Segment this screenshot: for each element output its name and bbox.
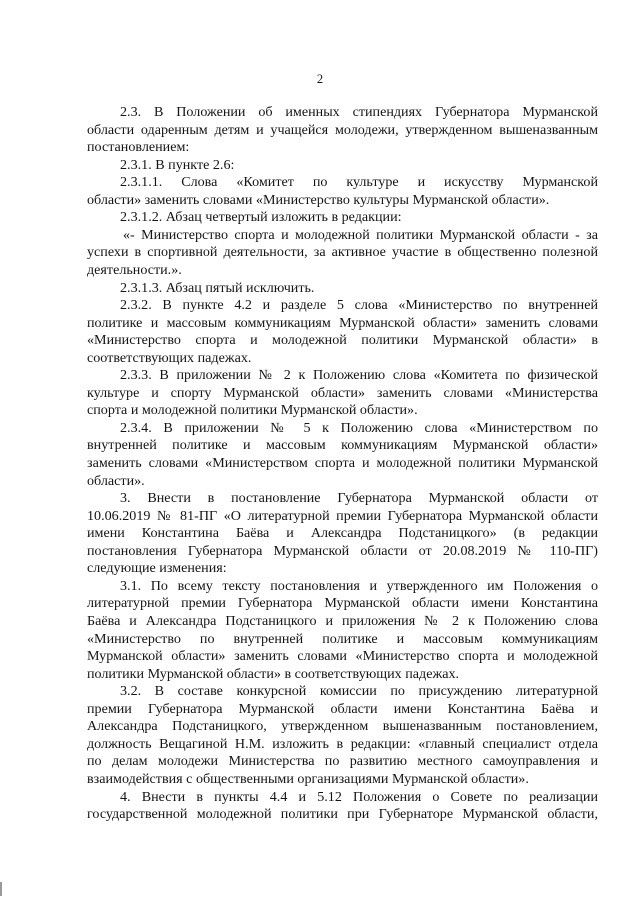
text-line: области» заменить словами «Министерство культуры Мурманской области». xyxy=(87,191,550,208)
text-line: 3. Внести в постановление Губернатора Мурманской области от xyxy=(120,490,598,507)
text-line: спорта и молодежной политики Мурманской области». xyxy=(87,402,418,419)
scan-edge-mark xyxy=(0,882,2,896)
text-line: 2.3. В Положении об именных стипендиях Губернатора Мурманской xyxy=(120,104,598,120)
text-line: деятельности.». xyxy=(87,262,182,278)
text-line: «Министерство по внутренней политике и массовым коммуникациям xyxy=(87,630,598,647)
text-line: 10.06.2019 № 81-ПГ «О литературной премии Губернатора Мурманской области xyxy=(87,507,598,524)
text-line: премии Губернатора Мурманской области имени Константина Баёва и xyxy=(87,700,598,717)
page-number: 2 xyxy=(316,72,324,86)
text-line: взаимодействия с общественными организациями Мурманской области». xyxy=(87,770,529,787)
text-line: 4. Внести в пункты 4.4 и 5.12 Положения о Совете по реализации xyxy=(120,788,598,805)
text-line: имени Константина Баёва и Александра Подстаницкого» (в редакции xyxy=(87,525,598,542)
text-line: «- Министерство спорта и молодежной политики Мурманской области - за xyxy=(123,226,598,243)
text-line: 2.3.1. В пункте 2.6: xyxy=(120,156,235,173)
text-line: политике и массовым коммуникациям Мурманской области» заменить словами xyxy=(87,314,598,331)
text-line: 3.2. В составе конкурсной комиссии по присуждению литературной xyxy=(120,683,598,700)
text-line: 2.3.1.2. Абзац четвертый изложить в редакции: xyxy=(120,209,402,226)
text-line: государственной молодежной политики при Губернаторе Мурманской области, xyxy=(87,806,598,822)
text-line: внутренней политике и массовым коммуникациям Мурманской области» xyxy=(87,437,598,454)
text-line: 2.3.1.1. Слова «Комитет по культуре и искусству Мурманской xyxy=(120,174,598,191)
text-line: литературной премии Губернатора Мурманской области имени Константина xyxy=(87,595,598,612)
text-line: Александра Подстаницкого, утвержденном вышеназванным постановлением, xyxy=(87,718,598,735)
text-line: заменить словами «Министерством спорта и молодежной политики Мурманской xyxy=(87,455,598,471)
text-line: политики Мурманской области» в соответствующих падежах. xyxy=(87,665,460,682)
text-line: Мурманской области» заменить словами «Министерство спорта и молодежной xyxy=(87,648,598,665)
text-line: должность Вещагиной Н.М. изложить в редакции: «главный специалист отдела xyxy=(87,735,598,752)
text-line: по делам молодежи Министерства по развитию местного самоуправления и xyxy=(87,753,598,770)
text-line: постановления Губернатора Мурманской области от 20.08.2019 № 110-ПГ) xyxy=(87,542,598,559)
text-line: «Министерство спорта и молодежной политики Мурманской области» в xyxy=(87,332,598,349)
text-line: культуре и спорту Мурманской области» заменить словами «Министерства xyxy=(87,384,598,401)
text-line: области». xyxy=(87,472,145,489)
text-line: 2.3.4. В приложении № 5 к Положению слова «Министерством по xyxy=(120,419,598,436)
text-line: постановлением: xyxy=(87,139,190,156)
text-line: области одаренным детям и учащейся молодежи, утвержденном вышеназванным xyxy=(87,121,598,138)
text-line: успехи в спортивной деятельности, за активное участие в общественно полезной xyxy=(87,244,598,261)
text-line: 2.3.1.3. Абзац пятый исключить. xyxy=(120,279,315,296)
text-line: Баёва и Александра Подстаницкого и приложения № 2 к Положению слова xyxy=(87,613,598,629)
text-line: 3.1. По всему тексту постановления и утвержденного им Положения о xyxy=(120,577,598,594)
text-line: соответствующих падежах. xyxy=(87,349,252,366)
text-line: 2.3.3. В приложении № 2 к Положению слова «Комитета по физической xyxy=(120,367,598,384)
text-line: следующие изменения: xyxy=(87,560,227,577)
text-line: 2.3.2. В пункте 4.2 и разделе 5 слова «Министерство по внутренней xyxy=(120,297,598,314)
